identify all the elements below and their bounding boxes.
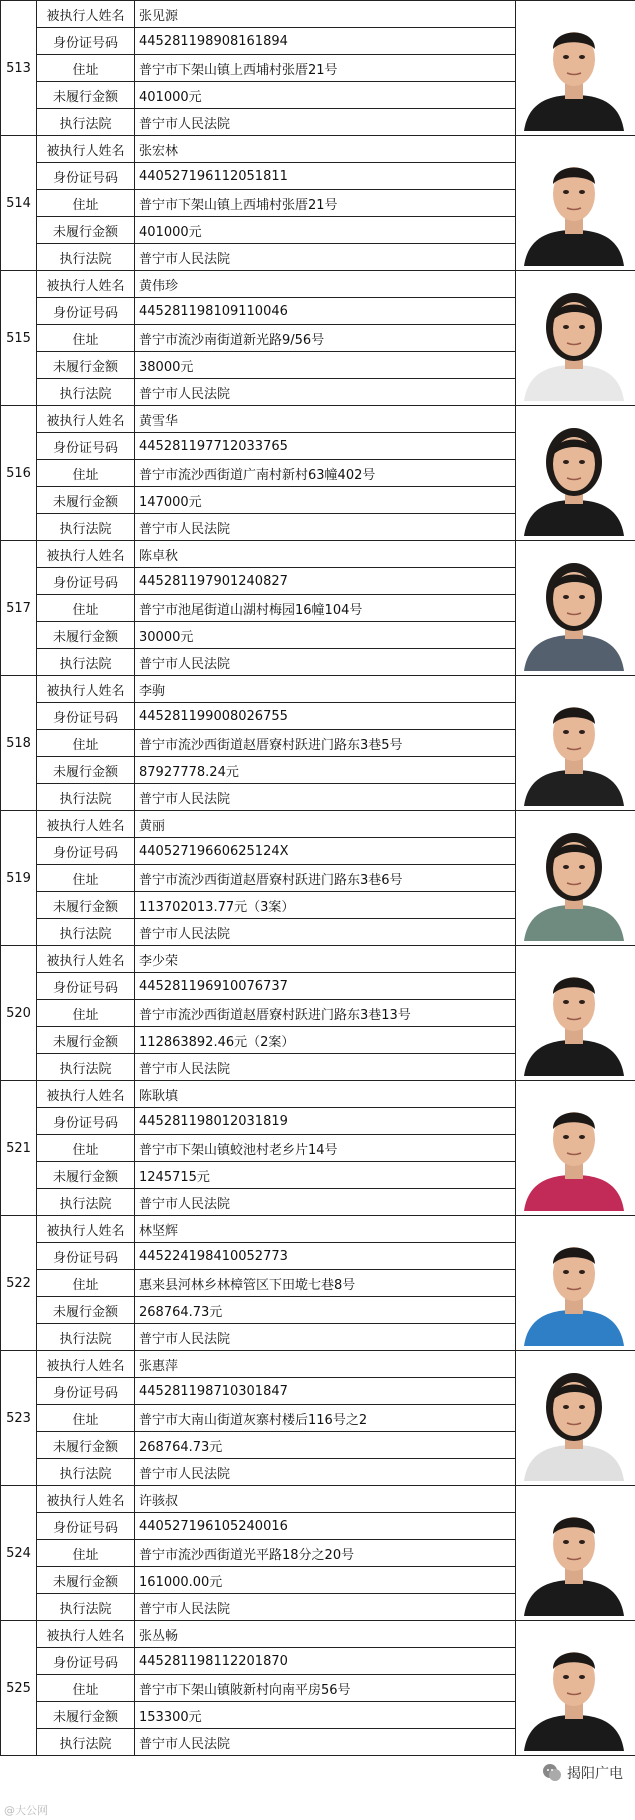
field-value-id: 445281198908161894	[135, 28, 516, 55]
field-label-name: 被执行人姓名	[37, 136, 135, 163]
field-label-name: 被执行人姓名	[37, 946, 135, 973]
field-value-amount: 268764.73元	[135, 1432, 516, 1459]
field-label-court: 执行法院	[37, 649, 135, 676]
field-value-address: 普宁市流沙西街道赵厝寮村跃进门路东3巷13号	[135, 1000, 516, 1027]
field-label-address: 住址	[37, 1270, 135, 1297]
field-label-address: 住址	[37, 1540, 135, 1567]
field-label-amount: 未履行金额	[37, 892, 135, 919]
portrait-icon	[522, 547, 626, 671]
field-value-name: 张宏林	[135, 136, 516, 163]
record-number: 515	[1, 271, 37, 406]
field-label-amount: 未履行金额	[37, 1297, 135, 1324]
field-label-id: 身份证号码	[37, 1378, 135, 1405]
field-value-address: 普宁市大南山街道灰寨村楼后116号之2	[135, 1405, 516, 1432]
photo-cell	[516, 1486, 635, 1621]
field-label-address: 住址	[37, 1135, 135, 1162]
record-number: 517	[1, 541, 37, 676]
record-number: 524	[1, 1486, 37, 1621]
photo-cell	[516, 406, 635, 541]
field-value-id: 445281198710301847	[135, 1378, 516, 1405]
record-row	[1, 406, 635, 433]
field-value-amount: 30000元	[135, 622, 516, 649]
field-label-amount: 未履行金额	[37, 1162, 135, 1189]
field-value-court: 普宁市人民法院	[135, 784, 516, 811]
record-row	[1, 1351, 635, 1378]
field-label-court: 执行法院	[37, 379, 135, 406]
photo-cell	[516, 811, 635, 946]
field-value-id: 445281198112201870	[135, 1648, 516, 1675]
field-value-address: 普宁市下架山镇陂新村向南平房56号	[135, 1675, 516, 1702]
portrait-icon	[522, 1357, 626, 1481]
portrait-icon	[522, 817, 626, 941]
field-label-id: 身份证号码	[37, 1648, 135, 1675]
field-label-amount: 未履行金额	[37, 352, 135, 379]
field-value-court: 普宁市人民法院	[135, 1189, 516, 1216]
field-value-id: 445281198109110046	[135, 298, 516, 325]
portrait-icon	[522, 1627, 626, 1751]
record-number: 525	[1, 1621, 37, 1756]
field-value-name: 黄伟珍	[135, 271, 516, 298]
record-number: 519	[1, 811, 37, 946]
field-label-court: 执行法院	[37, 1054, 135, 1081]
photo-cell	[516, 946, 635, 1081]
field-label-court: 执行法院	[37, 1324, 135, 1351]
portrait-photo	[522, 412, 626, 536]
field-value-address: 普宁市流沙西街道赵厝寮村跃进门路东3巷6号	[135, 865, 516, 892]
record-row	[1, 541, 635, 568]
record-row	[1, 1081, 635, 1108]
portrait-photo	[522, 1492, 626, 1616]
field-value-amount: 161000.00元	[135, 1567, 516, 1594]
field-value-court: 普宁市人民法院	[135, 1459, 516, 1486]
field-label-amount: 未履行金额	[37, 82, 135, 109]
portrait-icon	[522, 142, 626, 266]
photo-cell	[516, 1216, 635, 1351]
photo-cell	[516, 136, 635, 271]
field-label-court: 执行法院	[37, 109, 135, 136]
field-label-name: 被执行人姓名	[37, 406, 135, 433]
field-label-amount: 未履行金额	[37, 757, 135, 784]
record-row	[1, 811, 635, 838]
field-value-address: 普宁市流沙西街道赵厝寮村跃进门路东3巷5号	[135, 730, 516, 757]
portrait-icon	[522, 1087, 626, 1211]
record-row	[1, 946, 635, 973]
field-label-amount: 未履行金额	[37, 217, 135, 244]
field-label-id: 身份证号码	[37, 703, 135, 730]
field-value-name: 陈耿填	[135, 1081, 516, 1108]
channel-watermark	[537, 1760, 627, 1786]
field-value-id: 445281196910076737	[135, 973, 516, 1000]
field-value-court: 普宁市人民法院	[135, 1054, 516, 1081]
field-label-id: 身份证号码	[37, 1513, 135, 1540]
records-body	[1, 1, 635, 1756]
portrait-photo	[522, 1087, 626, 1211]
portrait-photo	[522, 277, 626, 401]
portrait-icon	[522, 1492, 626, 1616]
field-label-name: 被执行人姓名	[37, 1486, 135, 1513]
field-label-address: 住址	[37, 1675, 135, 1702]
field-value-amount: 401000元	[135, 217, 516, 244]
field-label-id: 身份证号码	[37, 433, 135, 460]
portrait-photo	[522, 952, 626, 1076]
field-value-address: 普宁市下架山镇上西埔村张厝21号	[135, 190, 516, 217]
field-value-address: 普宁市下架山镇上西埔村张厝21号	[135, 55, 516, 82]
field-value-court: 普宁市人民法院	[135, 1594, 516, 1621]
portrait-photo	[522, 7, 626, 131]
field-value-name: 陈卓秋	[135, 541, 516, 568]
field-label-address: 住址	[37, 190, 135, 217]
field-label-amount: 未履行金额	[37, 1027, 135, 1054]
field-label-amount: 未履行金额	[37, 487, 135, 514]
portrait-icon	[522, 412, 626, 536]
record-row	[1, 1621, 635, 1648]
record-number: 523	[1, 1351, 37, 1486]
field-label-id: 身份证号码	[37, 1108, 135, 1135]
portrait-photo	[522, 817, 626, 941]
channel-watermark-text: 揭阳广电	[567, 1766, 623, 1782]
record-number: 522	[1, 1216, 37, 1351]
photo-cell	[516, 271, 635, 406]
field-label-court: 执行法院	[37, 1594, 135, 1621]
field-value-id: 445281197712033765	[135, 433, 516, 460]
record-number: 521	[1, 1081, 37, 1216]
field-label-id: 身份证号码	[37, 28, 135, 55]
field-label-address: 住址	[37, 595, 135, 622]
field-value-address: 普宁市流沙西街道光平路18分之20号	[135, 1540, 516, 1567]
field-label-court: 执行法院	[37, 1189, 135, 1216]
portrait-icon	[522, 1222, 626, 1346]
field-label-name: 被执行人姓名	[37, 1, 135, 28]
field-value-id: 440527196105240016	[135, 1513, 516, 1540]
field-value-amount: 268764.73元	[135, 1297, 516, 1324]
wechat-icon	[541, 1762, 563, 1784]
field-label-name: 被执行人姓名	[37, 811, 135, 838]
field-value-id: 440527196112051811	[135, 163, 516, 190]
photo-cell	[516, 1, 635, 136]
field-label-id: 身份证号码	[37, 973, 135, 1000]
record-row	[1, 1486, 635, 1513]
field-value-name: 张丛畅	[135, 1621, 516, 1648]
field-label-address: 住址	[37, 55, 135, 82]
field-label-address: 住址	[37, 1000, 135, 1027]
field-value-amount: 147000元	[135, 487, 516, 514]
field-label-address: 住址	[37, 325, 135, 352]
portrait-photo	[522, 1357, 626, 1481]
field-value-court: 普宁市人民法院	[135, 514, 516, 541]
field-label-court: 执行法院	[37, 919, 135, 946]
field-value-address: 普宁市下架山镇蛟池村老乡片14号	[135, 1135, 516, 1162]
field-value-id: 44052719660625124X	[135, 838, 516, 865]
field-label-amount: 未履行金额	[37, 1432, 135, 1459]
portrait-photo	[522, 682, 626, 806]
field-value-address: 普宁市流沙西街道广南村新村63幢402号	[135, 460, 516, 487]
field-label-name: 被执行人姓名	[37, 1216, 135, 1243]
field-label-name: 被执行人姓名	[37, 271, 135, 298]
photo-cell	[516, 1621, 635, 1756]
field-label-address: 住址	[37, 865, 135, 892]
field-label-id: 身份证号码	[37, 568, 135, 595]
record-number: 520	[1, 946, 37, 1081]
field-value-name: 黄雪华	[135, 406, 516, 433]
field-label-court: 执行法院	[37, 514, 135, 541]
field-value-address: 普宁市池尾街道山湖村梅园16幢104号	[135, 595, 516, 622]
field-label-id: 身份证号码	[37, 838, 135, 865]
record-number: 516	[1, 406, 37, 541]
portrait-icon	[522, 682, 626, 806]
field-label-id: 身份证号码	[37, 298, 135, 325]
field-value-amount: 113702013.77元（3案）	[135, 892, 516, 919]
field-label-id: 身份证号码	[37, 163, 135, 190]
field-label-court: 执行法院	[37, 1729, 135, 1756]
field-label-address: 住址	[37, 460, 135, 487]
field-label-address: 住址	[37, 730, 135, 757]
record-row	[1, 1216, 635, 1243]
field-value-name: 李驹	[135, 676, 516, 703]
record-row	[1, 136, 635, 163]
record-number: 518	[1, 676, 37, 811]
field-label-address: 住址	[37, 1405, 135, 1432]
field-value-amount: 401000元	[135, 82, 516, 109]
field-value-amount: 112863892.46元（2案）	[135, 1027, 516, 1054]
field-value-name: 黄丽	[135, 811, 516, 838]
portrait-photo	[522, 547, 626, 671]
field-value-court: 普宁市人民法院	[135, 919, 516, 946]
field-value-court: 普宁市人民法院	[135, 1729, 516, 1756]
field-label-id: 身份证号码	[37, 1243, 135, 1270]
record-number: 513	[1, 1, 37, 136]
field-value-id: 445224198410052773	[135, 1243, 516, 1270]
field-value-court: 普宁市人民法院	[135, 109, 516, 136]
field-value-name: 张惠萍	[135, 1351, 516, 1378]
portrait-icon	[522, 952, 626, 1076]
portrait-photo	[522, 1627, 626, 1751]
field-label-name: 被执行人姓名	[37, 1621, 135, 1648]
field-value-id: 445281198012031819	[135, 1108, 516, 1135]
photo-cell	[516, 1081, 635, 1216]
record-row	[1, 676, 635, 703]
field-value-court: 普宁市人民法院	[135, 1324, 516, 1351]
field-value-court: 普宁市人民法院	[135, 649, 516, 676]
source-watermark: @大公网	[4, 1804, 48, 1817]
field-value-amount: 87927778.24元	[135, 757, 516, 784]
field-label-court: 执行法院	[37, 1459, 135, 1486]
field-value-amount: 38000元	[135, 352, 516, 379]
record-row	[1, 271, 635, 298]
portrait-icon	[522, 277, 626, 401]
field-value-name: 许骇叔	[135, 1486, 516, 1513]
field-value-name: 张见源	[135, 1, 516, 28]
field-label-name: 被执行人姓名	[37, 1081, 135, 1108]
field-label-court: 执行法院	[37, 784, 135, 811]
field-label-name: 被执行人姓名	[37, 1351, 135, 1378]
field-value-amount: 153300元	[135, 1702, 516, 1729]
field-label-name: 被执行人姓名	[37, 676, 135, 703]
photo-cell	[516, 676, 635, 811]
portrait-photo	[522, 1222, 626, 1346]
field-label-amount: 未履行金额	[37, 622, 135, 649]
field-value-id: 445281199008026755	[135, 703, 516, 730]
field-label-amount: 未履行金额	[37, 1567, 135, 1594]
field-value-name: 林坚辉	[135, 1216, 516, 1243]
portrait-photo	[522, 142, 626, 266]
field-label-name: 被执行人姓名	[37, 541, 135, 568]
field-value-address: 惠来县河林乡林樟管区下田墘七巷8号	[135, 1270, 516, 1297]
portrait-icon	[522, 7, 626, 131]
field-value-address: 普宁市流沙南街道新光路9/56号	[135, 325, 516, 352]
photo-cell	[516, 541, 635, 676]
field-label-court: 执行法院	[37, 244, 135, 271]
field-value-amount: 1245715元	[135, 1162, 516, 1189]
field-value-court: 普宁市人民法院	[135, 379, 516, 406]
field-value-name: 李少荣	[135, 946, 516, 973]
field-value-id: 445281197901240827	[135, 568, 516, 595]
field-value-court: 普宁市人民法院	[135, 244, 516, 271]
record-number: 514	[1, 136, 37, 271]
record-row	[1, 1, 635, 28]
photo-cell	[516, 1351, 635, 1486]
field-label-amount: 未履行金额	[37, 1702, 135, 1729]
